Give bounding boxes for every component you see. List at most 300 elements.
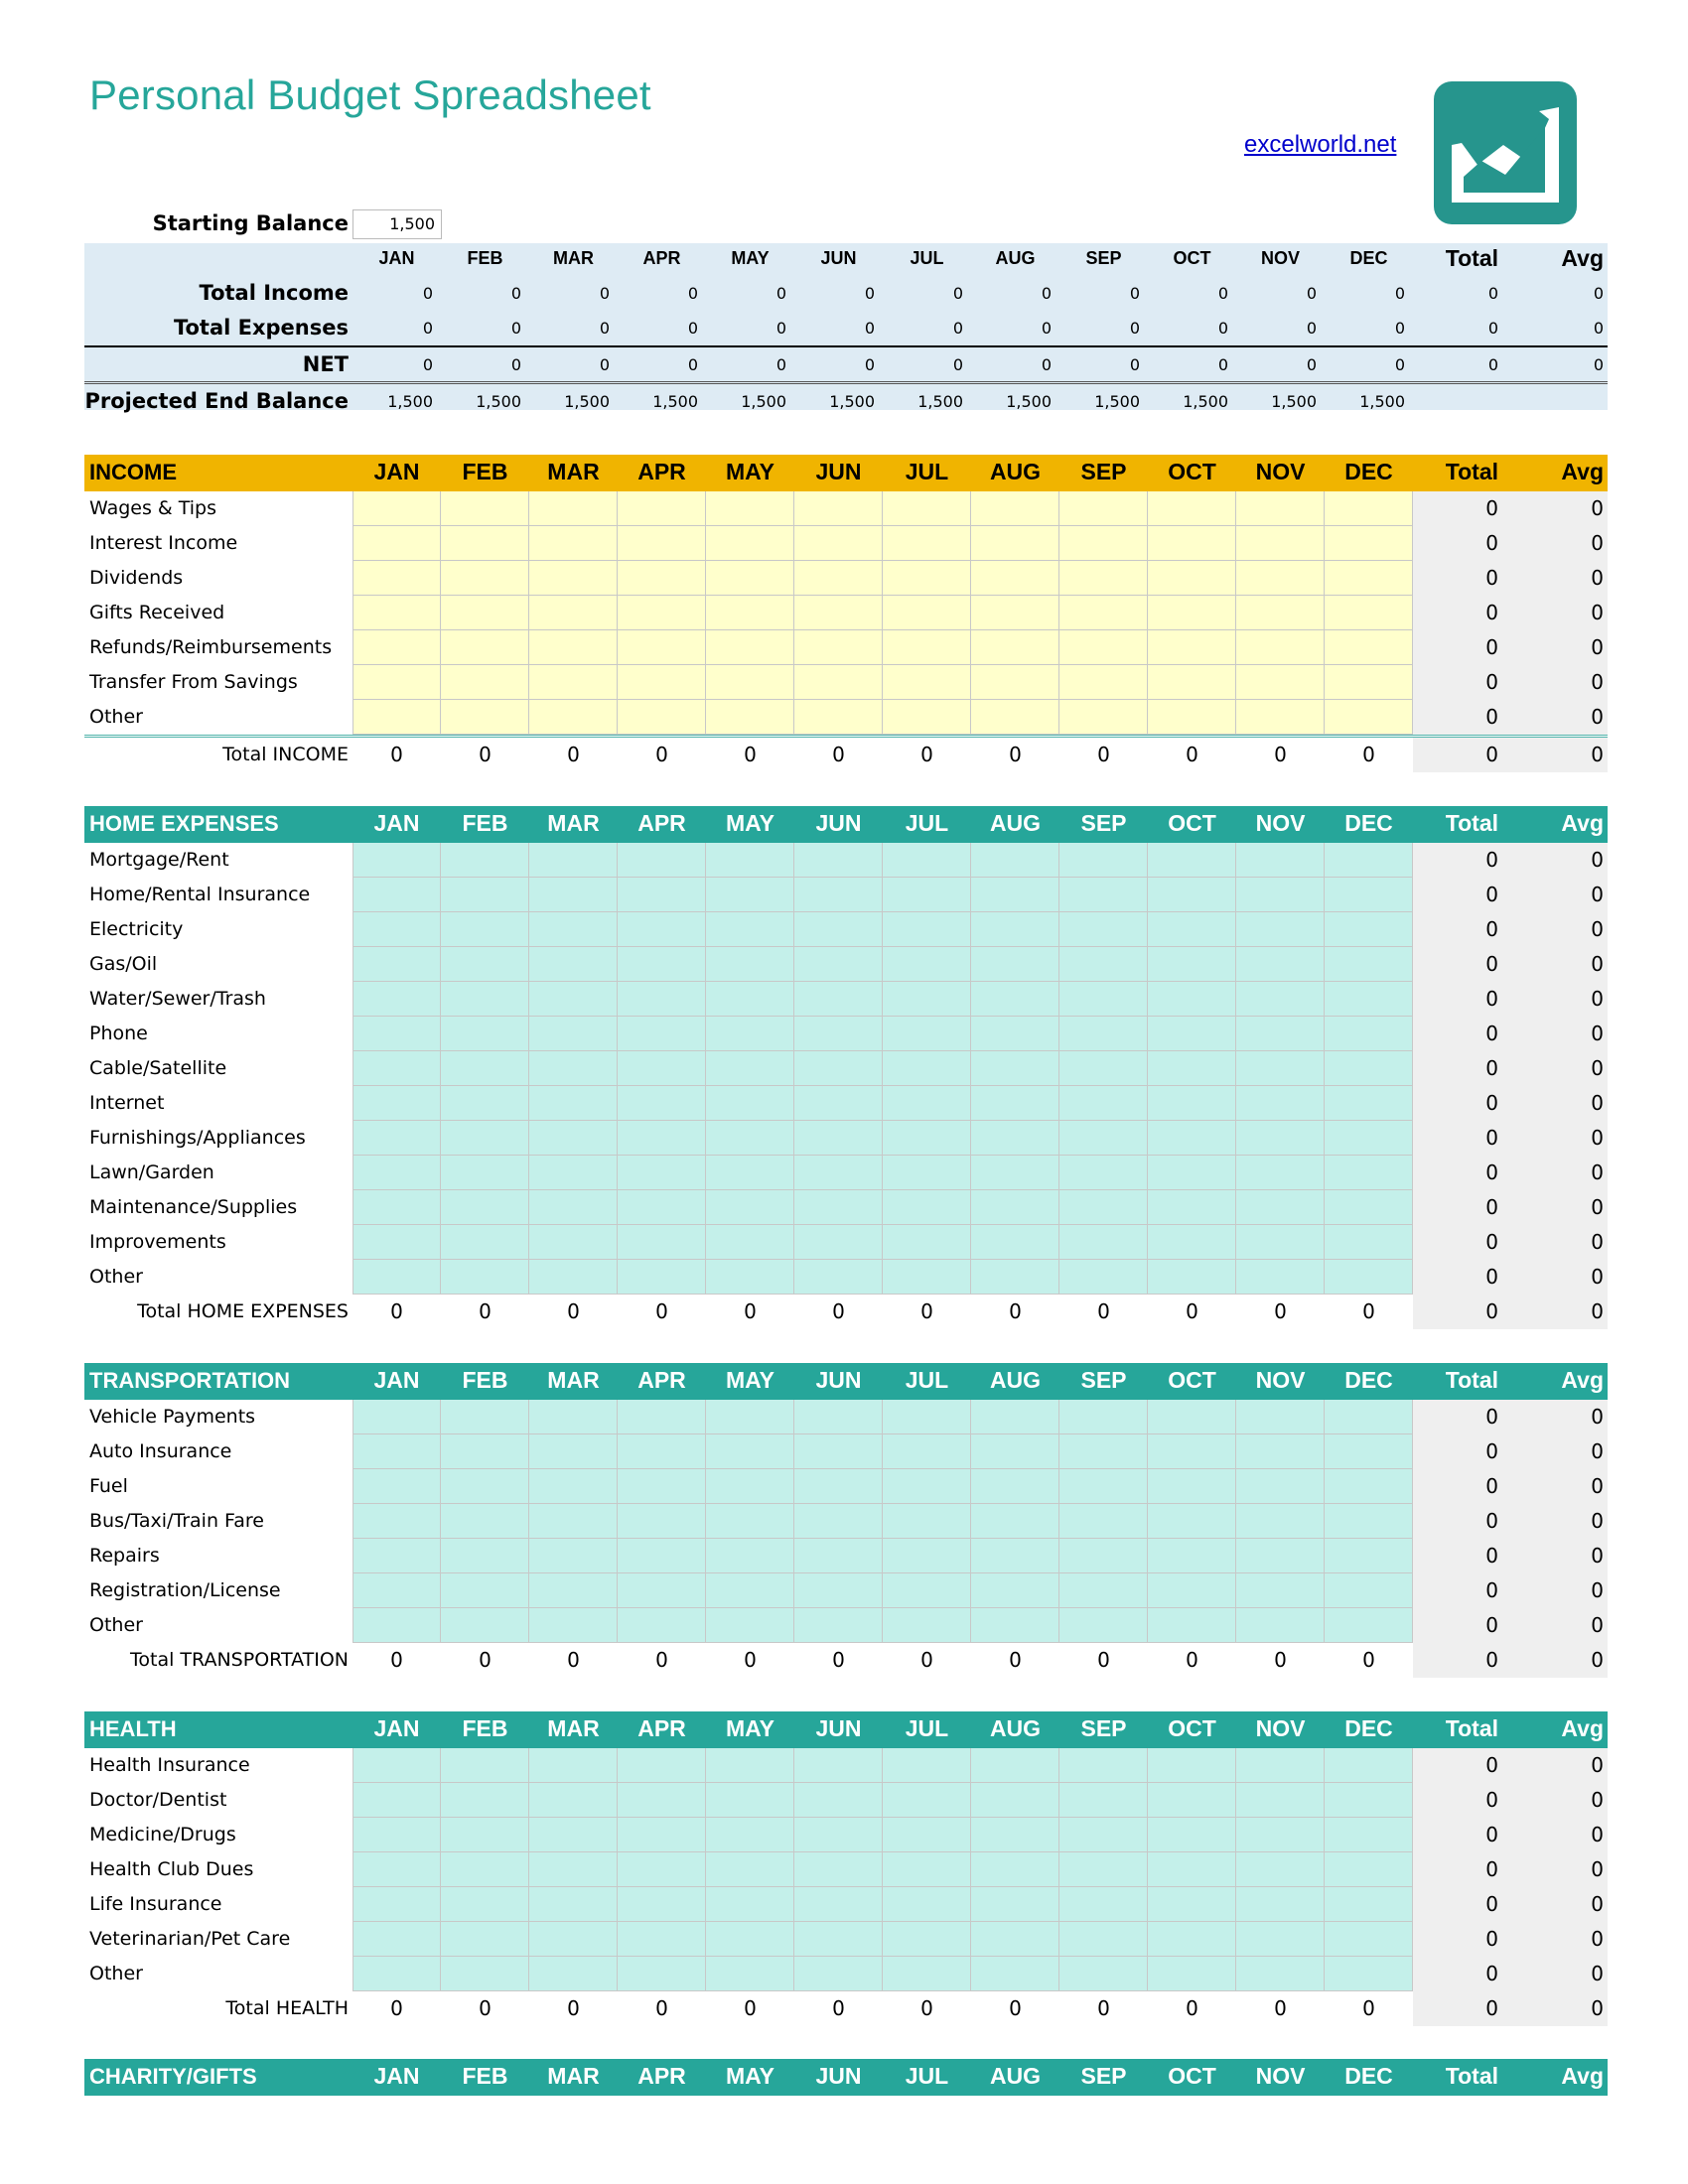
input-cell-oct[interactable] — [1148, 1539, 1236, 1573]
input-cell-jul[interactable] — [883, 491, 971, 526]
input-cell-jan[interactable] — [352, 1957, 441, 1991]
input-cell-feb[interactable] — [441, 1017, 529, 1051]
input-cell-may[interactable] — [706, 1957, 794, 1991]
input-cell-apr[interactable] — [618, 1748, 706, 1783]
input-cell-jan[interactable] — [352, 1260, 441, 1295]
input-cell-dec[interactable] — [1325, 1783, 1413, 1818]
input-cell-feb[interactable] — [441, 700, 529, 735]
input-cell-mar[interactable] — [529, 912, 618, 947]
input-cell-dec[interactable] — [1325, 1400, 1413, 1434]
input-cell-may[interactable] — [706, 665, 794, 700]
input-cell-dec[interactable] — [1325, 1573, 1413, 1608]
input-cell-jul[interactable] — [883, 700, 971, 735]
input-cell-dec[interactable] — [1325, 1017, 1413, 1051]
input-cell-nov[interactable] — [1236, 1539, 1325, 1573]
input-cell-sep[interactable] — [1059, 1783, 1148, 1818]
input-cell-nov[interactable] — [1236, 1017, 1325, 1051]
input-cell-nov[interactable] — [1236, 1818, 1325, 1852]
input-cell-may[interactable] — [706, 1434, 794, 1469]
input-cell-mar[interactable] — [529, 878, 618, 912]
input-cell-aug[interactable] — [971, 630, 1059, 665]
input-cell-mar[interactable] — [529, 982, 618, 1017]
input-cell-mar[interactable] — [529, 1539, 618, 1573]
input-cell-jul[interactable] — [883, 1225, 971, 1260]
input-cell-jan[interactable] — [352, 1504, 441, 1539]
input-cell-oct[interactable] — [1148, 1434, 1236, 1469]
input-cell-oct[interactable] — [1148, 1573, 1236, 1608]
input-cell-jul[interactable] — [883, 1539, 971, 1573]
input-cell-sep[interactable] — [1059, 1400, 1148, 1434]
input-cell-nov[interactable] — [1236, 526, 1325, 561]
input-cell-apr[interactable] — [618, 1260, 706, 1295]
input-cell-feb[interactable] — [441, 1957, 529, 1991]
input-cell-mar[interactable] — [529, 1434, 618, 1469]
input-cell-aug[interactable] — [971, 947, 1059, 982]
input-cell-apr[interactable] — [618, 1400, 706, 1434]
input-cell-feb[interactable] — [441, 1225, 529, 1260]
input-cell-feb[interactable] — [441, 1051, 529, 1086]
input-cell-apr[interactable] — [618, 665, 706, 700]
input-cell-feb[interactable] — [441, 1608, 529, 1643]
input-cell-nov[interactable] — [1236, 843, 1325, 878]
input-cell-feb[interactable] — [441, 1434, 529, 1469]
input-cell-jun[interactable] — [794, 1608, 883, 1643]
input-cell-sep[interactable] — [1059, 843, 1148, 878]
input-cell-oct[interactable] — [1148, 1225, 1236, 1260]
input-cell-aug[interactable] — [971, 526, 1059, 561]
input-cell-may[interactable] — [706, 700, 794, 735]
input-cell-feb[interactable] — [441, 912, 529, 947]
input-cell-sep[interactable] — [1059, 561, 1148, 596]
input-cell-sep[interactable] — [1059, 1539, 1148, 1573]
input-cell-sep[interactable] — [1059, 947, 1148, 982]
input-cell-apr[interactable] — [618, 1922, 706, 1957]
input-cell-sep[interactable] — [1059, 1051, 1148, 1086]
input-cell-mar[interactable] — [529, 1086, 618, 1121]
input-cell-may[interactable] — [706, 561, 794, 596]
input-cell-jan[interactable] — [352, 912, 441, 947]
input-cell-aug[interactable] — [971, 1922, 1059, 1957]
input-cell-jun[interactable] — [794, 1887, 883, 1922]
input-cell-jul[interactable] — [883, 1190, 971, 1225]
input-cell-sep[interactable] — [1059, 596, 1148, 630]
input-cell-jan[interactable] — [352, 1852, 441, 1887]
input-cell-jul[interactable] — [883, 1434, 971, 1469]
input-cell-mar[interactable] — [529, 1469, 618, 1504]
input-cell-apr[interactable] — [618, 1887, 706, 1922]
input-cell-jan[interactable] — [352, 947, 441, 982]
input-cell-apr[interactable] — [618, 630, 706, 665]
input-cell-jul[interactable] — [883, 526, 971, 561]
input-cell-oct[interactable] — [1148, 491, 1236, 526]
input-cell-nov[interactable] — [1236, 1400, 1325, 1434]
input-cell-dec[interactable] — [1325, 1818, 1413, 1852]
input-cell-dec[interactable] — [1325, 630, 1413, 665]
input-cell-mar[interactable] — [529, 1260, 618, 1295]
input-cell-oct[interactable] — [1148, 1156, 1236, 1190]
input-cell-aug[interactable] — [971, 1086, 1059, 1121]
input-cell-may[interactable] — [706, 526, 794, 561]
input-cell-jan[interactable] — [352, 665, 441, 700]
input-cell-sep[interactable] — [1059, 1504, 1148, 1539]
input-cell-sep[interactable] — [1059, 1086, 1148, 1121]
input-cell-jun[interactable] — [794, 630, 883, 665]
input-cell-feb[interactable] — [441, 1922, 529, 1957]
input-cell-apr[interactable] — [618, 947, 706, 982]
input-cell-apr[interactable] — [618, 1608, 706, 1643]
input-cell-oct[interactable] — [1148, 1121, 1236, 1156]
input-cell-jun[interactable] — [794, 1017, 883, 1051]
input-cell-mar[interactable] — [529, 1225, 618, 1260]
input-cell-sep[interactable] — [1059, 1469, 1148, 1504]
input-cell-dec[interactable] — [1325, 1051, 1413, 1086]
input-cell-jan[interactable] — [352, 1156, 441, 1190]
input-cell-may[interactable] — [706, 1504, 794, 1539]
input-cell-oct[interactable] — [1148, 947, 1236, 982]
input-cell-oct[interactable] — [1148, 665, 1236, 700]
input-cell-aug[interactable] — [971, 1957, 1059, 1991]
input-cell-nov[interactable] — [1236, 665, 1325, 700]
input-cell-jun[interactable] — [794, 1190, 883, 1225]
input-cell-dec[interactable] — [1325, 700, 1413, 735]
input-cell-aug[interactable] — [971, 1121, 1059, 1156]
input-cell-feb[interactable] — [441, 878, 529, 912]
input-cell-jan[interactable] — [352, 1539, 441, 1573]
input-cell-dec[interactable] — [1325, 1957, 1413, 1991]
input-cell-may[interactable] — [706, 1608, 794, 1643]
input-cell-dec[interactable] — [1325, 665, 1413, 700]
input-cell-mar[interactable] — [529, 1017, 618, 1051]
input-cell-apr[interactable] — [618, 982, 706, 1017]
input-cell-aug[interactable] — [971, 912, 1059, 947]
input-cell-feb[interactable] — [441, 1469, 529, 1504]
input-cell-nov[interactable] — [1236, 1190, 1325, 1225]
input-cell-mar[interactable] — [529, 1957, 618, 1991]
input-cell-jun[interactable] — [794, 912, 883, 947]
input-cell-jun[interactable] — [794, 491, 883, 526]
input-cell-mar[interactable] — [529, 700, 618, 735]
input-cell-aug[interactable] — [971, 1818, 1059, 1852]
input-cell-sep[interactable] — [1059, 1260, 1148, 1295]
input-cell-dec[interactable] — [1325, 491, 1413, 526]
input-cell-feb[interactable] — [441, 491, 529, 526]
input-cell-jun[interactable] — [794, 1260, 883, 1295]
input-cell-oct[interactable] — [1148, 700, 1236, 735]
input-cell-sep[interactable] — [1059, 1922, 1148, 1957]
input-cell-aug[interactable] — [971, 1469, 1059, 1504]
input-cell-aug[interactable] — [971, 982, 1059, 1017]
input-cell-mar[interactable] — [529, 1400, 618, 1434]
input-cell-apr[interactable] — [618, 1225, 706, 1260]
input-cell-aug[interactable] — [971, 1573, 1059, 1608]
input-cell-jan[interactable] — [352, 1469, 441, 1504]
input-cell-mar[interactable] — [529, 843, 618, 878]
input-cell-apr[interactable] — [618, 561, 706, 596]
input-cell-apr[interactable] — [618, 1434, 706, 1469]
input-cell-may[interactable] — [706, 1573, 794, 1608]
input-cell-dec[interactable] — [1325, 1190, 1413, 1225]
input-cell-aug[interactable] — [971, 561, 1059, 596]
input-cell-apr[interactable] — [618, 843, 706, 878]
input-cell-jan[interactable] — [352, 1190, 441, 1225]
input-cell-jul[interactable] — [883, 1608, 971, 1643]
input-cell-aug[interactable] — [971, 1017, 1059, 1051]
input-cell-apr[interactable] — [618, 1017, 706, 1051]
input-cell-feb[interactable] — [441, 1783, 529, 1818]
input-cell-aug[interactable] — [971, 843, 1059, 878]
input-cell-apr[interactable] — [618, 1783, 706, 1818]
input-cell-jul[interactable] — [883, 596, 971, 630]
input-cell-aug[interactable] — [971, 1608, 1059, 1643]
input-cell-may[interactable] — [706, 1121, 794, 1156]
input-cell-aug[interactable] — [971, 1190, 1059, 1225]
input-cell-jan[interactable] — [352, 878, 441, 912]
input-cell-sep[interactable] — [1059, 1957, 1148, 1991]
input-cell-may[interactable] — [706, 982, 794, 1017]
input-cell-mar[interactable] — [529, 1748, 618, 1783]
input-cell-nov[interactable] — [1236, 1225, 1325, 1260]
input-cell-jun[interactable] — [794, 1121, 883, 1156]
input-cell-jun[interactable] — [794, 665, 883, 700]
input-cell-aug[interactable] — [971, 1539, 1059, 1573]
input-cell-jul[interactable] — [883, 561, 971, 596]
input-cell-nov[interactable] — [1236, 630, 1325, 665]
input-cell-feb[interactable] — [441, 665, 529, 700]
input-cell-mar[interactable] — [529, 1121, 618, 1156]
input-cell-apr[interactable] — [618, 1852, 706, 1887]
input-cell-mar[interactable] — [529, 1887, 618, 1922]
input-cell-feb[interactable] — [441, 947, 529, 982]
input-cell-jul[interactable] — [883, 1121, 971, 1156]
input-cell-aug[interactable] — [971, 700, 1059, 735]
input-cell-may[interactable] — [706, 912, 794, 947]
input-cell-oct[interactable] — [1148, 1957, 1236, 1991]
input-cell-jul[interactable] — [883, 1573, 971, 1608]
input-cell-sep[interactable] — [1059, 1748, 1148, 1783]
input-cell-jun[interactable] — [794, 700, 883, 735]
input-cell-aug[interactable] — [971, 1400, 1059, 1434]
input-cell-nov[interactable] — [1236, 1504, 1325, 1539]
input-cell-aug[interactable] — [971, 1504, 1059, 1539]
input-cell-oct[interactable] — [1148, 1190, 1236, 1225]
input-cell-jul[interactable] — [883, 912, 971, 947]
input-cell-sep[interactable] — [1059, 1818, 1148, 1852]
input-cell-dec[interactable] — [1325, 1608, 1413, 1643]
input-cell-may[interactable] — [706, 596, 794, 630]
input-cell-aug[interactable] — [971, 1887, 1059, 1922]
input-cell-dec[interactable] — [1325, 878, 1413, 912]
input-cell-mar[interactable] — [529, 596, 618, 630]
input-cell-jun[interactable] — [794, 1748, 883, 1783]
input-cell-may[interactable] — [706, 1852, 794, 1887]
input-cell-dec[interactable] — [1325, 1539, 1413, 1573]
input-cell-may[interactable] — [706, 1190, 794, 1225]
input-cell-nov[interactable] — [1236, 1748, 1325, 1783]
input-cell-aug[interactable] — [971, 491, 1059, 526]
input-cell-jun[interactable] — [794, 1957, 883, 1991]
input-cell-may[interactable] — [706, 1818, 794, 1852]
input-cell-may[interactable] — [706, 1469, 794, 1504]
input-cell-jul[interactable] — [883, 1922, 971, 1957]
input-cell-nov[interactable] — [1236, 1121, 1325, 1156]
input-cell-jan[interactable] — [352, 1434, 441, 1469]
input-cell-oct[interactable] — [1148, 1852, 1236, 1887]
input-cell-oct[interactable] — [1148, 1400, 1236, 1434]
input-cell-jun[interactable] — [794, 561, 883, 596]
input-cell-apr[interactable] — [618, 1190, 706, 1225]
input-cell-dec[interactable] — [1325, 1434, 1413, 1469]
input-cell-dec[interactable] — [1325, 1922, 1413, 1957]
input-cell-may[interactable] — [706, 491, 794, 526]
input-cell-oct[interactable] — [1148, 1922, 1236, 1957]
input-cell-feb[interactable] — [441, 843, 529, 878]
input-cell-oct[interactable] — [1148, 630, 1236, 665]
input-cell-feb[interactable] — [441, 596, 529, 630]
input-cell-jul[interactable] — [883, 1748, 971, 1783]
input-cell-apr[interactable] — [618, 596, 706, 630]
input-cell-jul[interactable] — [883, 843, 971, 878]
input-cell-dec[interactable] — [1325, 1260, 1413, 1295]
input-cell-oct[interactable] — [1148, 878, 1236, 912]
input-cell-jan[interactable] — [352, 491, 441, 526]
input-cell-jun[interactable] — [794, 1504, 883, 1539]
input-cell-nov[interactable] — [1236, 1922, 1325, 1957]
input-cell-jan[interactable] — [352, 596, 441, 630]
input-cell-dec[interactable] — [1325, 982, 1413, 1017]
input-cell-feb[interactable] — [441, 1573, 529, 1608]
input-cell-dec[interactable] — [1325, 1504, 1413, 1539]
input-cell-feb[interactable] — [441, 1504, 529, 1539]
input-cell-jun[interactable] — [794, 1051, 883, 1086]
input-cell-dec[interactable] — [1325, 1852, 1413, 1887]
input-cell-jan[interactable] — [352, 982, 441, 1017]
input-cell-sep[interactable] — [1059, 1573, 1148, 1608]
input-cell-feb[interactable] — [441, 1086, 529, 1121]
input-cell-jul[interactable] — [883, 1469, 971, 1504]
input-cell-jun[interactable] — [794, 1783, 883, 1818]
input-cell-dec[interactable] — [1325, 1748, 1413, 1783]
input-cell-dec[interactable] — [1325, 1887, 1413, 1922]
input-cell-may[interactable] — [706, 1748, 794, 1783]
input-cell-jan[interactable] — [352, 1017, 441, 1051]
input-cell-may[interactable] — [706, 1783, 794, 1818]
input-cell-jun[interactable] — [794, 843, 883, 878]
input-cell-mar[interactable] — [529, 561, 618, 596]
input-cell-sep[interactable] — [1059, 630, 1148, 665]
input-cell-feb[interactable] — [441, 561, 529, 596]
input-cell-jun[interactable] — [794, 526, 883, 561]
input-cell-feb[interactable] — [441, 982, 529, 1017]
starting-balance-input[interactable]: 1,500 — [352, 209, 442, 239]
input-cell-feb[interactable] — [441, 1748, 529, 1783]
input-cell-aug[interactable] — [971, 1156, 1059, 1190]
input-cell-mar[interactable] — [529, 630, 618, 665]
input-cell-apr[interactable] — [618, 1086, 706, 1121]
input-cell-aug[interactable] — [971, 1852, 1059, 1887]
input-cell-nov[interactable] — [1236, 1260, 1325, 1295]
input-cell-oct[interactable] — [1148, 1783, 1236, 1818]
input-cell-jul[interactable] — [883, 1017, 971, 1051]
input-cell-dec[interactable] — [1325, 1121, 1413, 1156]
input-cell-apr[interactable] — [618, 1957, 706, 1991]
input-cell-nov[interactable] — [1236, 1469, 1325, 1504]
input-cell-apr[interactable] — [618, 700, 706, 735]
input-cell-oct[interactable] — [1148, 1260, 1236, 1295]
input-cell-dec[interactable] — [1325, 912, 1413, 947]
input-cell-jan[interactable] — [352, 1608, 441, 1643]
input-cell-sep[interactable] — [1059, 982, 1148, 1017]
input-cell-jul[interactable] — [883, 1086, 971, 1121]
input-cell-may[interactable] — [706, 1539, 794, 1573]
input-cell-sep[interactable] — [1059, 1156, 1148, 1190]
input-cell-jan[interactable] — [352, 1818, 441, 1852]
input-cell-jan[interactable] — [352, 1086, 441, 1121]
input-cell-jan[interactable] — [352, 1922, 441, 1957]
input-cell-jul[interactable] — [883, 1504, 971, 1539]
input-cell-aug[interactable] — [971, 596, 1059, 630]
input-cell-oct[interactable] — [1148, 843, 1236, 878]
input-cell-nov[interactable] — [1236, 1887, 1325, 1922]
input-cell-aug[interactable] — [971, 1434, 1059, 1469]
input-cell-dec[interactable] — [1325, 843, 1413, 878]
input-cell-dec[interactable] — [1325, 561, 1413, 596]
input-cell-oct[interactable] — [1148, 1887, 1236, 1922]
input-cell-nov[interactable] — [1236, 1156, 1325, 1190]
input-cell-mar[interactable] — [529, 491, 618, 526]
input-cell-mar[interactable] — [529, 1156, 618, 1190]
input-cell-may[interactable] — [706, 1051, 794, 1086]
input-cell-sep[interactable] — [1059, 491, 1148, 526]
input-cell-oct[interactable] — [1148, 1086, 1236, 1121]
input-cell-sep[interactable] — [1059, 878, 1148, 912]
input-cell-mar[interactable] — [529, 1818, 618, 1852]
input-cell-oct[interactable] — [1148, 982, 1236, 1017]
input-cell-nov[interactable] — [1236, 1086, 1325, 1121]
input-cell-jun[interactable] — [794, 1573, 883, 1608]
input-cell-sep[interactable] — [1059, 1190, 1148, 1225]
input-cell-aug[interactable] — [971, 878, 1059, 912]
input-cell-nov[interactable] — [1236, 596, 1325, 630]
input-cell-aug[interactable] — [971, 665, 1059, 700]
input-cell-sep[interactable] — [1059, 665, 1148, 700]
input-cell-jan[interactable] — [352, 1051, 441, 1086]
input-cell-oct[interactable] — [1148, 1748, 1236, 1783]
input-cell-feb[interactable] — [441, 1190, 529, 1225]
input-cell-dec[interactable] — [1325, 947, 1413, 982]
input-cell-may[interactable] — [706, 878, 794, 912]
input-cell-dec[interactable] — [1325, 526, 1413, 561]
input-cell-oct[interactable] — [1148, 1818, 1236, 1852]
input-cell-feb[interactable] — [441, 1818, 529, 1852]
input-cell-sep[interactable] — [1059, 1121, 1148, 1156]
input-cell-apr[interactable] — [618, 878, 706, 912]
input-cell-nov[interactable] — [1236, 1051, 1325, 1086]
input-cell-aug[interactable] — [971, 1260, 1059, 1295]
input-cell-mar[interactable] — [529, 1922, 618, 1957]
input-cell-sep[interactable] — [1059, 1608, 1148, 1643]
input-cell-sep[interactable] — [1059, 1852, 1148, 1887]
input-cell-apr[interactable] — [618, 1469, 706, 1504]
input-cell-apr[interactable] — [618, 526, 706, 561]
input-cell-apr[interactable] — [618, 1121, 706, 1156]
input-cell-jun[interactable] — [794, 1434, 883, 1469]
input-cell-aug[interactable] — [971, 1225, 1059, 1260]
input-cell-nov[interactable] — [1236, 1783, 1325, 1818]
input-cell-jul[interactable] — [883, 630, 971, 665]
input-cell-jul[interactable] — [883, 947, 971, 982]
input-cell-sep[interactable] — [1059, 526, 1148, 561]
input-cell-jan[interactable] — [352, 1748, 441, 1783]
